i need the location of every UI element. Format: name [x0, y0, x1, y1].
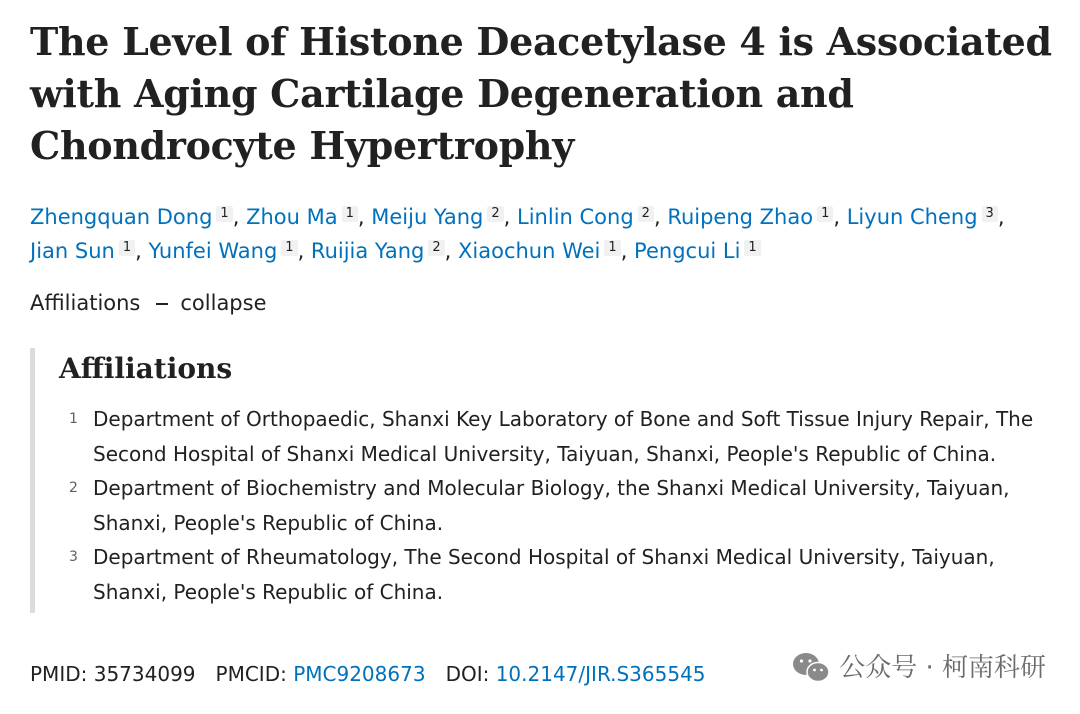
watermark-text: 公众号 · 柯南科研: [839, 653, 1046, 683]
watermark: [791, 650, 1046, 686]
affiliation-ref-button[interactable]: 1: [604, 240, 620, 256]
pmcid-label: PMCID:: [215, 662, 287, 686]
article-title: The Level of Histone Deacetylase 4 is Associated with Aging Cartilage Degeneration and Chondrocyte Hypertrophy: [30, 19, 1052, 168]
author-entry: [634, 239, 761, 263]
author-entry: [246, 205, 358, 229]
author-entry: [30, 205, 233, 229]
doi-link[interactable]: 10.2147/JIR.S365545: [495, 662, 706, 686]
article-header: [30, 0, 1060, 689]
affiliations-toggle-label: Affiliations: [30, 291, 141, 315]
affiliations-panel: [30, 348, 1060, 613]
affiliation-item: [59, 540, 1060, 609]
affiliation-ref-button[interactable]: 3: [982, 206, 998, 222]
author-link[interactable]: Linlin Cong: [517, 205, 634, 229]
affiliation-ref-button[interactable]: 1: [817, 206, 833, 222]
author-link[interactable]: Liyun Cheng: [846, 205, 978, 229]
affiliations-heading: Affiliations: [59, 352, 233, 385]
affiliation-text: Department of Orthopaedic, Shanxi Key Laboratory of Bone and Soft Tissue Injury Repair, The Second Hospital of Shanxi Medical University, Taiyuan, Shanxi, People's Republic of China.: [93, 407, 1034, 466]
affiliation-ref-button[interactable]: 2: [428, 240, 444, 256]
author-entry: [311, 239, 445, 263]
affiliation-item: [59, 471, 1060, 540]
wechat-icon: [791, 651, 831, 685]
author-link[interactable]: Ruijia Yang: [310, 239, 425, 263]
author-entry: [371, 205, 503, 229]
affiliation-ref-button[interactable]: 1: [119, 240, 135, 256]
author-link[interactable]: Zhengquan Dong: [30, 205, 213, 229]
author-list: Zhengquan Dong 1 , Zhou Ma 1 , Meiju Yang 2 , Linlin Cong 2 , Ruipeng Zhao 1 , Liyun Cheng 3 , Jian Sun 1 , Yunfei Wang 1 , Ruijia Yang 2 , Xiaochun Wei 1 , Pengcui Li 1: [30, 205, 1005, 263]
affiliations-list: [59, 402, 1060, 609]
affiliation-item: [59, 402, 1060, 471]
author-entry: [667, 205, 833, 229]
affiliation-text: Department of Biochemistry and Molecular Biology, the Shanxi Medical University, Taiyuan, Shanxi, People's Republic of China.: [93, 476, 1010, 535]
pmid-value: 35734099: [93, 662, 196, 686]
author-link[interactable]: Pengcui Li: [634, 239, 741, 263]
affiliation-ref-button[interactable]: 1: [281, 240, 297, 256]
author-entry: [148, 239, 297, 263]
author-entry: [30, 239, 135, 263]
pmid-label: PMID:: [30, 662, 88, 686]
author-entry: [847, 205, 998, 229]
author-entry: [517, 205, 654, 229]
author-link[interactable]: Yunfei Wang: [148, 239, 278, 263]
affiliations-toggle-row: [30, 288, 1060, 318]
minus-icon[interactable]: [156, 303, 168, 305]
affiliation-number: 3: [69, 549, 78, 565]
affiliation-ref-button[interactable]: 1: [216, 206, 232, 222]
affiliation-number: 1: [69, 411, 78, 427]
pmcid-link[interactable]: PMC9208673: [293, 662, 426, 686]
affiliation-number: 2: [69, 480, 78, 496]
author-link[interactable]: Zhou Ma: [246, 205, 338, 229]
author-link[interactable]: Jian Sun: [30, 239, 115, 263]
author-entry: [458, 239, 621, 263]
affiliation-ref-button[interactable]: 1: [342, 206, 358, 222]
doi-label: DOI:: [445, 662, 490, 686]
affiliation-ref-button[interactable]: 2: [487, 206, 503, 222]
collapse-button[interactable]: collapse: [180, 291, 267, 315]
affiliation-ref-button[interactable]: 2: [638, 206, 654, 222]
author-link[interactable]: Meiju Yang: [371, 205, 484, 229]
affiliation-ref-button[interactable]: 1: [744, 240, 760, 256]
affiliation-text: Department of Rheumatology, The Second Hospital of Shanxi Medical University, Taiyuan, Shanxi, People's Republic of China.: [93, 545, 995, 604]
author-link[interactable]: Xiaochun Wei: [458, 239, 601, 263]
author-link[interactable]: Ruipeng Zhao: [667, 205, 814, 229]
